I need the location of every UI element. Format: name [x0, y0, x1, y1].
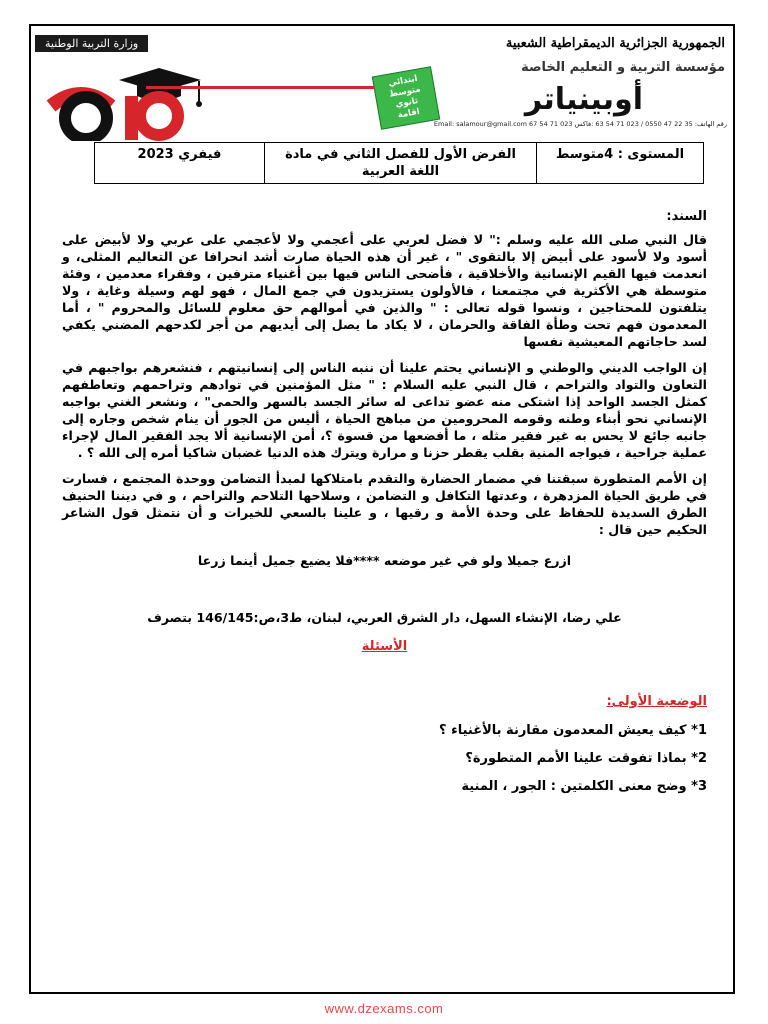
- exam-info-table: [94, 142, 704, 184]
- stamp-line: ابتدائي: [387, 73, 419, 89]
- stamp-line: ثانوي: [394, 96, 419, 110]
- stamp-line: اقامة: [397, 106, 421, 121]
- brand-box: [331, 56, 733, 126]
- exam-content: [62, 208, 707, 806]
- sanad-label: السند:: [666, 209, 707, 224]
- header-top-bar: [31, 34, 733, 52]
- text-paragraph-1: قال النبي صلى الله عليه وسلم :" لا فضل لعربي على أعجمي ولا لأعجمي على عربي ولا لأبيض على أسود ولا لأسود على أبيض إلا بالتقوى " ، غير أن هذه الحياة صارت أشد انحرافا عن التعاليم المثلى، و انعدمت فيها القيم الإنسانية والأخلاقية ، فأضحى الناس فيها بين أغنياء مترفين ، وفقراء معدمين ، وفئة متوسطة هي الأكثرية في مجتمعنا ، فالأولون يستزيدون في جمع المال ، فهو لهم وسيلة وغاية ، ولا يتلفتون للمحتاجين ، ونسوا قوله تعالى : " والذين في أموالهم حق معلوم للسائل والمحروم " ، أما المعدمون فهم تحت وطأة الفاقة والحرمان ، لا يكاد ما يصل إلى أيديهم من أجر لكدحهم المضني يكفي لسد حاجاتهم المعيشية نفسها: [62, 232, 707, 349]
- level-cell: المستوى : 4متوسط: [537, 143, 704, 184]
- date-cell: فيفري 2023: [95, 143, 265, 184]
- text-paragraph-3: إن الأمم المتطورة سبقتنا في مضمار الحضارة والتقدم بامتلاكها لمبدأ التضامن ووحدة المجتمع ، فسارت في طريق الحياة المزدهرة ، وعدتها التكافل و التضامن ، وسلاحها التلاحم والتراحم ، و في ديننا الحنيف الطرق السديدة للحفاظ على وحدة الأمة و رقيها ، و علينا بالسعي للخيرات و أن نتمثل قول الشاعر الحكيم حين قال :: [62, 471, 707, 537]
- school-name: أوبينياتر: [524, 82, 643, 117]
- question-2: 2* بماذا تفوقت علينا الأمم المتطورة؟: [465, 751, 707, 766]
- exam-title-cell: الفرض الأول للفصل الثاني في مادة اللغة العربية: [265, 143, 537, 184]
- question-1: 1* كيف يعيش المعدمون مقارنة بالأغنياء ؟: [439, 723, 707, 738]
- poetry-verse: ازرع جميلا ولو في غير موضعه ****فلا يضيع جميل أينما زرعا: [197, 553, 572, 568]
- contact-info: رقم الهاتف: 35 22 47 0550 / 023 71 54 63 :فاكس 023 71 54 67 Email: salamour@gmail.com: [433, 120, 727, 128]
- ministry-banner: وزارة التربية الوطنية: [35, 35, 148, 52]
- text-paragraph-2: إن الواجب الديني والوطني و الإنساني يحتم علينا أن ننبه الناس إلى إنسانيتهم ، فنشعرهم بواجبهم في التعاون والتواد والتراحم ، قال النبي عليه السلام : " مثل المؤمنين في توادهم وتراحمهم وتعاطفهم كمثل الجسد الواحد إذا اشتكى منه عضو تداعى له سائر الجسد بالسهر والحمى" ، ونشعر الغني بواجبه الإنساني نحو أبناء وطنه وقومه المحرومين من مباهج الحياة ، أليس من الجور أن ينام شخص وجاره إلى جانبه جائع لا يحس به غير فقير مثله ، ما أفضعها من قسوة ؟، أمن الإنسانية ألا يجد الفقير المال لإجراء عملية جراحية ، فيواجه المنية بقلب يقطر حزنا و مرارة ويترك هذه الدنيا غضبان شاكيا أمره إلى الله ؟ .: [62, 360, 707, 460]
- questions-title: الأسئلة: [361, 639, 408, 654]
- footer-url[interactable]: www.dzexams.com: [324, 1001, 444, 1016]
- page-header: [31, 26, 733, 136]
- stamp-line: متوسط: [388, 84, 422, 100]
- question-3: 3* وضح معنى الكلمتين : الجور ، المنية: [461, 779, 707, 794]
- text-source: علي رضا، الإنشاء السهل، دار الشرق العربي، لبنان، ط3،ص:146/145 بتصرف: [147, 610, 622, 625]
- institution-name: مؤسسة التربية و التعليم الخاصة: [521, 60, 725, 75]
- school-logo-icon: [41, 66, 231, 141]
- situation-title: الوضعية الأولى:: [606, 694, 707, 709]
- republic-title: الجمهورية الجزائرية الديمقراطية الشعبية: [505, 35, 725, 51]
